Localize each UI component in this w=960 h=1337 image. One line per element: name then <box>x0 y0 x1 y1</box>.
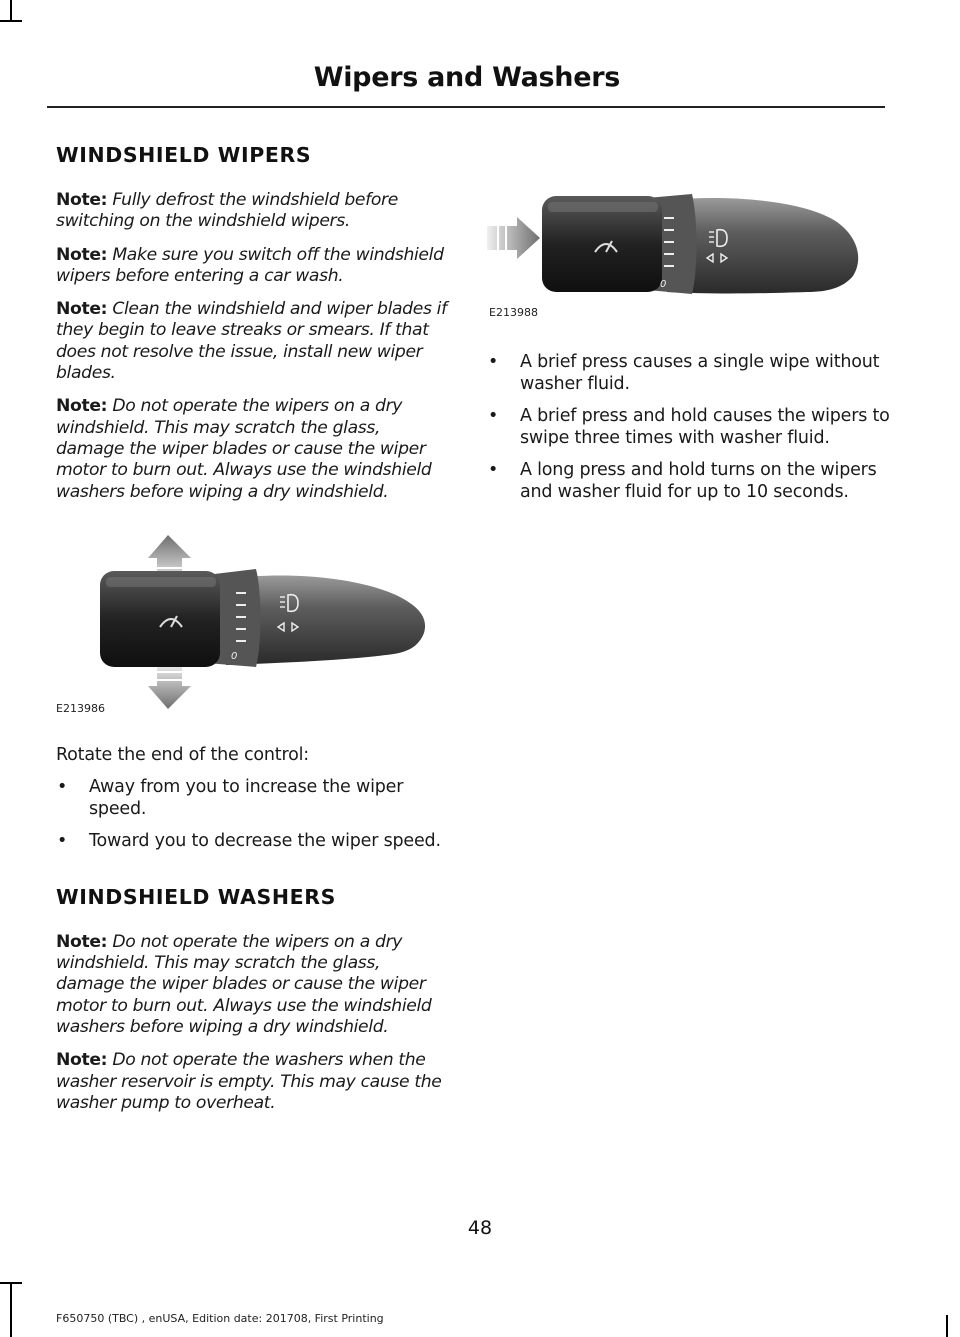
note-label: Note: <box>56 244 108 265</box>
bullet-marker: • <box>57 777 68 798</box>
page-number: 48 <box>467 1217 493 1239</box>
control-zero-label: 0 <box>660 279 667 290</box>
list-item <box>487 460 892 503</box>
note-text: Fully defrost the windshield before switching on the windshield wipers. <box>56 190 398 232</box>
left-column <box>56 143 450 1126</box>
rotate-bullet-list <box>56 777 450 853</box>
header-divider <box>47 106 885 108</box>
wiper-stalk-press-drawing <box>487 190 892 330</box>
list-item <box>56 831 450 853</box>
bullet-marker: • <box>488 460 499 480</box>
wiper-stalk-press-illustration <box>487 190 892 330</box>
list-item-text: A brief press causes a single wipe without washer fluid. <box>520 352 880 394</box>
note-text: Make sure you switch off the windshield wipers before entering a car wash. <box>56 244 444 286</box>
note-paragraph <box>56 932 450 1038</box>
section-heading-washers: WINDSHIELD WASHERS <box>56 884 337 909</box>
wiper-stalk-rotate-drawing <box>56 523 450 728</box>
crop-mark <box>10 1282 12 1337</box>
press-bullet-list <box>487 352 892 503</box>
control-zero-label: 0 <box>231 650 238 662</box>
note-label: Note: <box>56 931 108 952</box>
footer-edition-info: F650750 (TBC) , enUSA, Edition date: 201708, First Printing <box>56 1312 384 1325</box>
note-paragraph <box>56 190 450 233</box>
note-text: Do not operate the wipers on a dry windshield. This may scratch the glass, damage the wiper blades or cause the wiper motor to burn out. Always use the windshield washers before wiping a dry windshield. <box>56 396 432 502</box>
list-item-text: Toward you to decrease the wiper speed. <box>89 831 441 852</box>
crop-mark <box>10 0 12 22</box>
list-item-text: Away from you to increase the wiper speed. <box>89 777 404 819</box>
note-label: Note: <box>56 190 108 210</box>
note-paragraph <box>56 299 450 384</box>
right-column <box>487 190 892 514</box>
note-text: Do not operate the washers when the washer reservoir is empty. This may cause the washer pump to overheat. <box>56 1050 442 1113</box>
note-label: Note: <box>56 299 108 320</box>
bullet-marker: • <box>488 406 499 426</box>
crop-mark <box>0 20 22 22</box>
bullet-marker: • <box>57 831 68 852</box>
figure-code: E213986 <box>56 701 105 715</box>
crop-mark <box>0 1282 22 1284</box>
note-text: Clean the windshield and wiper blades if they begin to leave streaks or smears. If that does not resolve the issue, install new wiper blades. <box>56 299 447 384</box>
section-heading-wipers: WINDSHIELD WIPERS <box>56 143 312 167</box>
note-paragraph <box>56 1050 450 1114</box>
rotate-intro: Rotate the end of the control: <box>56 744 309 765</box>
note-label: Note: <box>56 1050 108 1071</box>
list-item <box>56 777 450 820</box>
page-title: Wipers and Washers <box>313 62 620 93</box>
note-paragraph <box>56 396 450 502</box>
wiper-stalk-rotate-illustration <box>56 523 450 728</box>
crop-mark <box>946 1315 948 1337</box>
bullet-marker: • <box>488 352 499 372</box>
list-item <box>487 406 892 449</box>
note-paragraph <box>56 245 450 288</box>
figure-code: E213988 <box>489 306 538 319</box>
note-text: Do not operate the wipers on a dry windshield. This may scratch the glass, damage the wiper blades or cause the wiper motor to burn out. Always use the windshield washers before wiping a dry windshield. <box>56 931 432 1038</box>
list-item <box>487 352 892 395</box>
note-label: Note: <box>56 396 108 417</box>
list-item-text: A brief press and hold causes the wipers to swipe three times with washer fluid. <box>520 406 890 448</box>
list-item-text: A long press and hold turns on the wipers and washer fluid for up to 10 seconds. <box>520 460 877 502</box>
